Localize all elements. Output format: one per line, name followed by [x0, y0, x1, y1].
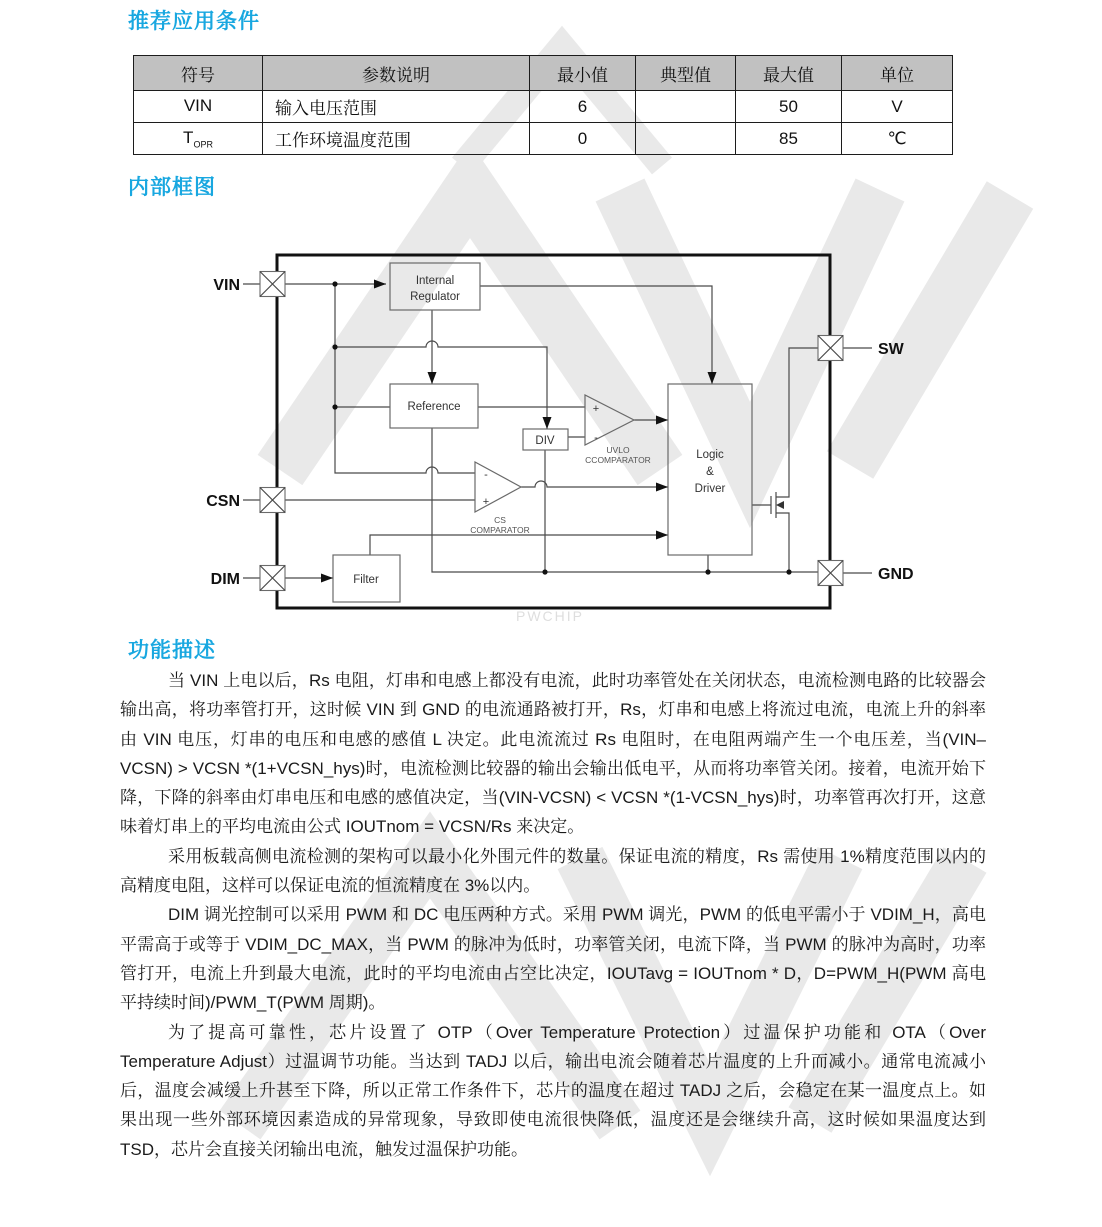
vin-pin-label: VIN	[213, 277, 240, 294]
cell-min: 0	[530, 123, 636, 155]
internal-regulator-label-1: Internal	[415, 275, 455, 287]
csn-pin	[260, 488, 285, 513]
cell-symbol: $T_{OPR}$	[134, 123, 263, 155]
vin-pin	[260, 272, 285, 297]
cs-caption-1: CS	[494, 515, 506, 525]
recommended-conditions-table	[133, 55, 953, 155]
reference-label: Reference	[407, 401, 461, 413]
dim-pin-label: DIM	[210, 571, 240, 588]
cell-max: 50	[736, 91, 842, 123]
paragraph: 采用板载高侧电流检测的架构可以最小化外围元件的数量。保证电流的精度，Rs 需使用 1%精度范围以内的高精度电阻，这样可以保证电流的恒流精度在 3%以内。	[120, 846, 986, 896]
cell-typ	[636, 91, 736, 123]
section-title-block-diagram: 内部框图	[128, 176, 216, 199]
col-header-max: 最大值	[736, 56, 842, 91]
col-header-unit: 单位	[842, 56, 953, 91]
sw-pin-label: SW	[878, 341, 904, 358]
csn-pin-label: CSN	[206, 493, 240, 510]
uvlo-plus-sign: +	[592, 403, 600, 415]
cell-typ	[636, 123, 736, 155]
div-label: DIV	[535, 435, 555, 447]
function-description	[120, 666, 986, 1164]
gnd-pin-label: GND	[878, 566, 914, 583]
logic-label-1: Logic	[696, 449, 724, 461]
paragraph: DIM 调光控制可以采用 PWM 和 DC 电压两种方式。采用 PWM 调光，PWM 的低电平需小于 VDIM_H，高电平需高于或等于 VDIM_DC_MAX，当 PWM 的脉冲为低时，功率管关闭，电流下降，当 PWM 的脉冲为高时，功率管打开，电流上升到最大电流，此时的平均电流由占空比决定，IOUTavg = IOUTnom * D，D=PWM_H(PWM 高电平持续时间)/PWM_T(PWM 周期)。	[120, 905, 986, 1013]
sw-pin	[818, 336, 843, 361]
logic-label-3: Driver	[694, 483, 726, 495]
cs-plus-sign: +	[482, 496, 490, 508]
cell-unit: ℃	[842, 123, 953, 155]
section-title-conditions: 推荐应用条件	[128, 10, 260, 33]
cell-description: 工作环境温度范围	[263, 123, 530, 155]
cs-caption-2: COMPARATOR	[470, 525, 530, 535]
uvlo-minus-sign: -	[594, 432, 598, 444]
uvlo-caption-2: CCOMPARATOR	[585, 455, 651, 465]
cell-max: 85	[736, 123, 842, 155]
mosfet-body-arrow	[776, 501, 784, 509]
cell-min: 6	[530, 91, 636, 123]
section-title-function: 功能描述	[128, 639, 216, 662]
gnd-pin	[818, 561, 843, 586]
paragraph: 当 VIN 上电以后，Rs 电阻，灯串和电感上都没有电流，此时功率管处在关闭状态，电流检测电路的比较器会输出高，将功率管打开，这时候 VIN 到 GND 的电流通路被打开，Rs，灯串和电感上将流过电流，电流上升的斜率由 VIN 电压，灯串的电压和电感的感值 L 决定。此电流流过 Rs 电阻时，在电阻两端产生一个电压差，当(VIN–VCSN) > VCSN *(1+VCSN_hys)时，电流检测比较器的输出会输出低电平，从而将功率管关闭。接着，电流开始下降，下降的斜率由灯串电压和电感的感值决定，当(VIN-VCSN) < VCSN *(1-VCSN_hys)时，功率管再次打开，这意味着灯串上的平均电流由公式 IOUTnom = VCSN/Rs 来决定。	[120, 671, 986, 837]
filter-label: Filter	[353, 574, 379, 586]
table-row	[134, 91, 953, 123]
cs-minus-sign: -	[484, 469, 488, 481]
dim-pin	[260, 566, 285, 591]
paragraph: 为了提高可靠性，芯片设置了 OTP（Over Temperature Protection）过温保护功能和 OTA（Over Temperature Adjust）过温调节功能。当达到 TADJ 以后，输出电流会随着芯片温度的上升而减小。通常电流减小后，温度会减缓上升甚至下降，所以正常工作条件下，芯片的温度在超过 TADJ 之后，会稳定在某一温度点上。如果出现一些外部环境因素造成的异常现象，导致即使电流很快降低，温度还是会继续升高，这时候如果温度达到 TSD，芯片会直接关闭输出电流，触发过温保护功能。	[120, 1022, 986, 1159]
cell-symbol: VIN	[134, 91, 263, 123]
table-header-row	[134, 56, 953, 91]
cell-unit: V	[842, 91, 953, 123]
pwchip-watermark-text: PWCHIP	[516, 608, 584, 624]
col-header-typ: 典型值	[636, 56, 736, 91]
cell-description: 输入电压范围	[263, 91, 530, 123]
col-header-symbol: 符号	[134, 56, 263, 91]
col-header-min: 最小值	[530, 56, 636, 91]
logic-label-2: &	[706, 466, 714, 478]
table-row	[134, 123, 953, 155]
internal-regulator-label-2: Regulator	[410, 291, 460, 303]
uvlo-caption-1: UVLO	[606, 445, 630, 455]
col-header-description: 参数说明	[263, 56, 530, 91]
